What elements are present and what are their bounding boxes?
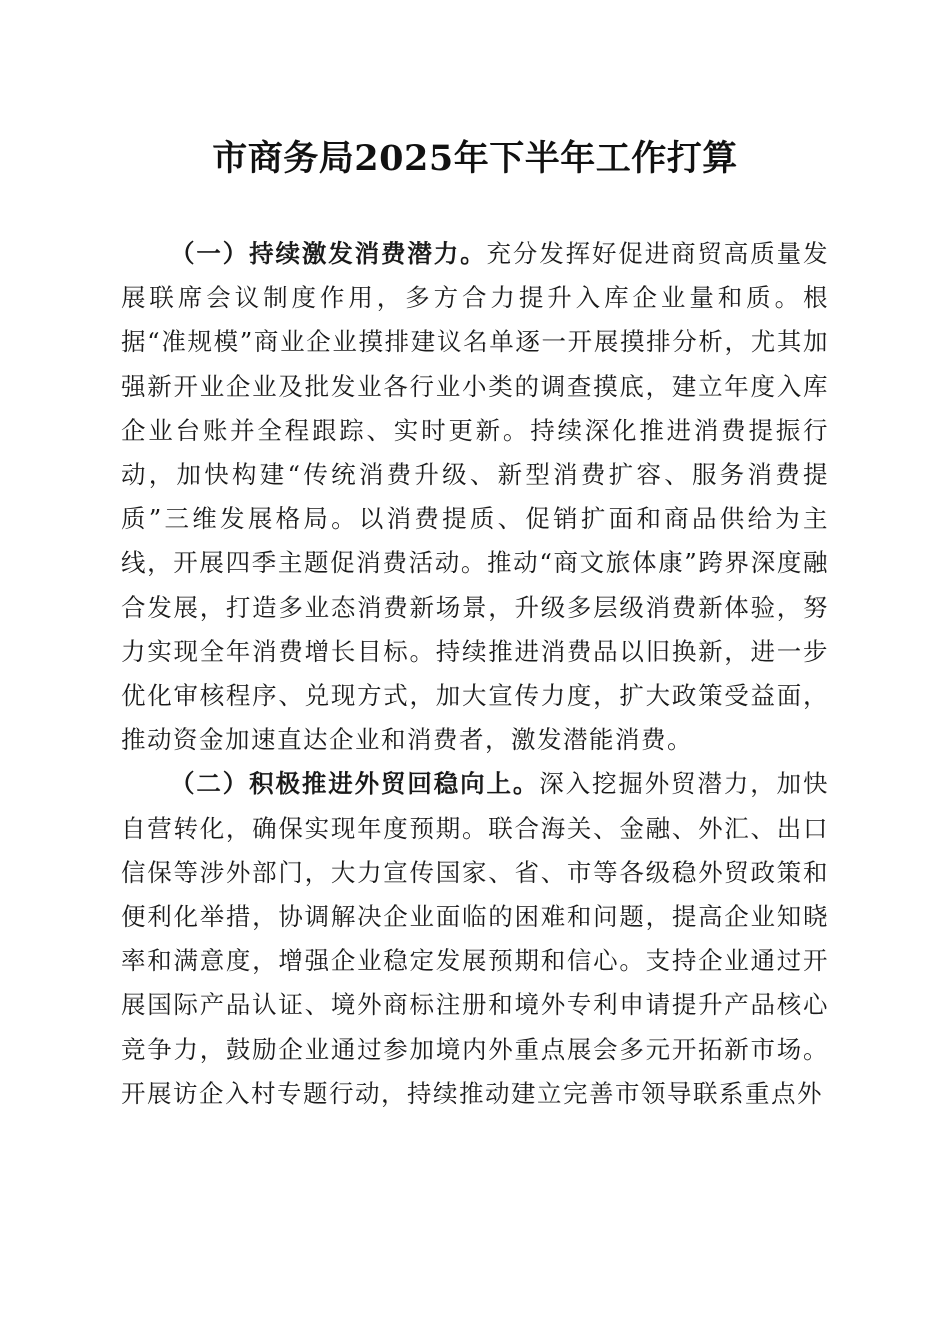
paragraph-heading: （二）积极推进外贸回稳向上。 [170, 769, 540, 799]
document-body [121, 232, 829, 1116]
paragraph-consumption [121, 232, 829, 762]
paragraph-text: 深入挖掘外贸潜力，加快自营转化，确保实现年度预期。联合海关、金融、外汇、出口信保等涉外部门，大力宣传国家、省、市等各级稳外贸政策和便利化举措，协调解决企业面临的困难和问题，提高企业知晓率和满意度，增强企业稳定发展预期和信心。支持企业通过开展国际产品认证、境外商标注册和境外专利申请提升产品核心竞争力，鼓励企业通过参加境内外重点展会多元开拓新市场。开展访企入村专题行动，持续推动建立完善市领导联系重点外 [121, 769, 829, 1108]
paragraph-text: 充分发挥好促进商贸高质量发展联席会议制度作用，多方合力提升入库企业量和质。根据“准规模”商业企业摸排建议名单逐一开展摸排分析，尤其加强新开业企业及批发业各行业小类的调查摸底，建立年度入库企业台账并全程跟踪、实时更新。持续深化推进消费提振行动，加快构建“传统消费升级、新型消费扩容、服务消费提质”三维发展格局。以消费提质、促销扩面和商品供给为主线，开展四季主题促消费活动。推动“商文旅体康”跨界深度融合发展，打造多业态消费新场景，升级多层级消费新体验，努力实现全年消费增长目标。持续推进消费品以旧换新，进一步优化审核程序、兑现方式，加大宣传力度，扩大政策受益面，推动资金加速直达企业和消费者，激发潜能消费。 [121, 239, 829, 755]
paragraph-foreign-trade [121, 762, 829, 1116]
document-title: 市商务局2025年下半年工作打算 [212, 138, 738, 179]
paragraph-heading: （一）持续激发消费潜力。 [170, 239, 487, 268]
